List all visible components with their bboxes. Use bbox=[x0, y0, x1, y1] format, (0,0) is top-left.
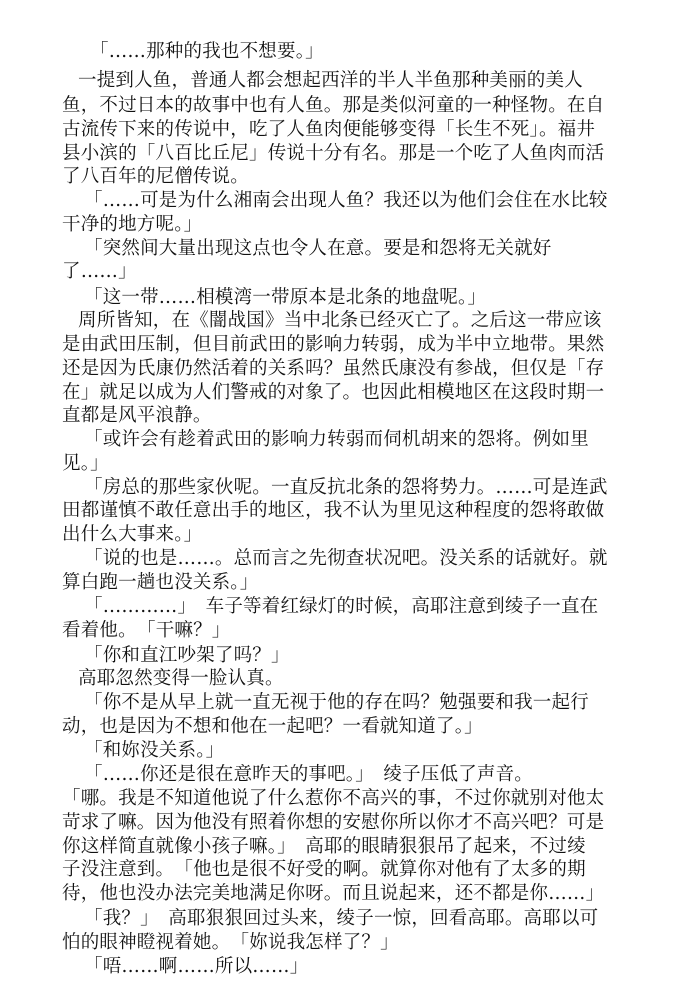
text-line: 「你和直江吵架了吗？」 bbox=[84, 645, 290, 666]
text-line: 看着他。 「干嘛？」 bbox=[62, 620, 231, 641]
text-line: 「…………」 车子等着红绿灯的时候，高耶注意到绫子一直在 bbox=[84, 596, 599, 617]
text-line: 见。」 bbox=[62, 453, 109, 474]
text-line: 「……你还是很在意昨天的事吧。」 绫子压低了声音。 bbox=[84, 764, 534, 785]
text-line: 「说的也是……。总而言之先彻查状况吧。没关系的话就好。就 bbox=[84, 548, 608, 569]
text-line: 高耶忽然变得一脸认真。 bbox=[78, 668, 284, 689]
text-line: 怕的眼神瞪视着她。 「妳说我怎样了？」 bbox=[62, 932, 399, 953]
text-line: 是由武田压制，但目前武田的影响力转弱，成为半中立地带。果然 bbox=[62, 334, 605, 355]
text-line: 直都是风平浪静。 bbox=[62, 405, 212, 426]
text-line: 「唔……啊……所以……」 bbox=[84, 956, 309, 977]
text-line: 鱼，不过日本的故事中也有人鱼。那是类似河童的一种怪物。在自 bbox=[62, 95, 605, 116]
text-line: 了八百年的尼僧传说。 bbox=[62, 166, 250, 187]
text-line: 动，也是因为不想和他在一起吧？一看就知道了。」 bbox=[62, 716, 483, 737]
text-line: 「……那种的我也不想要。」 bbox=[90, 41, 324, 62]
text-line: 干净的地方呢。」 bbox=[62, 214, 203, 235]
text-line: 「和妳没关系。」 bbox=[84, 740, 225, 761]
text-line: 出什么大事来。」 bbox=[62, 524, 203, 545]
text-line: 子没注意到。 「他也是很不好受的啊。就算你对他有了太多的期 bbox=[62, 859, 586, 880]
text-line: 算白跑一趟也没关系。」 bbox=[62, 572, 259, 593]
text-line: 「你不是从早上就一直无视于他的存在吗？勉强要和我一起行 bbox=[84, 692, 589, 713]
text-line: 「突然间大量出现这点也令人在意。要是和怨将无关就好 bbox=[84, 238, 552, 259]
text-line: 在」就足以成为人们警戒的对象了。也因此相模地区在这段时期一 bbox=[62, 382, 605, 403]
text-line: 「这一带……相模湾一带原本是北条的地盘呢。」 bbox=[84, 287, 487, 308]
text-line: 「……可是为什么湘南会出现人鱼？我还以为他们会住在水比较 bbox=[84, 190, 608, 211]
text-line: 苛求了嘛。因为他没有照着你想的安慰你所以你才不高兴吧？可是 bbox=[62, 812, 605, 833]
text-line: 「房总的那些家伙呢。一直反抗北条的怨将势力。……可是连武 bbox=[84, 477, 608, 498]
text-line: 还是因为氏康仍然活着的关系吗？虽然氏康没有参战，但仅是「存 bbox=[62, 358, 605, 379]
text-line: 「我？」 高耶狠狠回过头来，绫子一惊，回看高耶。高耶以可 bbox=[84, 908, 599, 929]
text-line: 周所皆知，在《闇战国》当中北条已经灭亡了。之后这一带应该 bbox=[78, 310, 602, 331]
text-line: 「或许会有趁着武田的影响力转弱而伺机胡来的怨将。例如里 bbox=[84, 429, 589, 450]
text-line: 「哪。我是不知道他说了什么惹你不高兴的事，不过你就别对他太 bbox=[62, 788, 605, 809]
text-line: 了……」 bbox=[62, 261, 137, 282]
text-line: 县小滨的「八百比丘尼」传说十分有名。那是一个吃了人鱼肉而活 bbox=[62, 143, 605, 164]
text-line: 古流传下来的传说中，吃了人鱼肉便能够变得「长生不死」。福井 bbox=[62, 119, 596, 140]
text-line: 待，他也没办法完美地满足你呀。而且说起来，还不都是你……」 bbox=[62, 883, 605, 904]
text-line: 一提到人鱼，普通人都会想起西洋的半人半鱼那种美丽的美人 bbox=[78, 70, 583, 91]
text-line: 田都谨慎不敢任意出手的地区，我不认为里见这种程度的怨将敢做 bbox=[62, 500, 605, 521]
text-line: 你这样简直就像小孩子嘛。」 高耶的眼睛狠狠吊了起来，不过绫 bbox=[62, 836, 586, 857]
